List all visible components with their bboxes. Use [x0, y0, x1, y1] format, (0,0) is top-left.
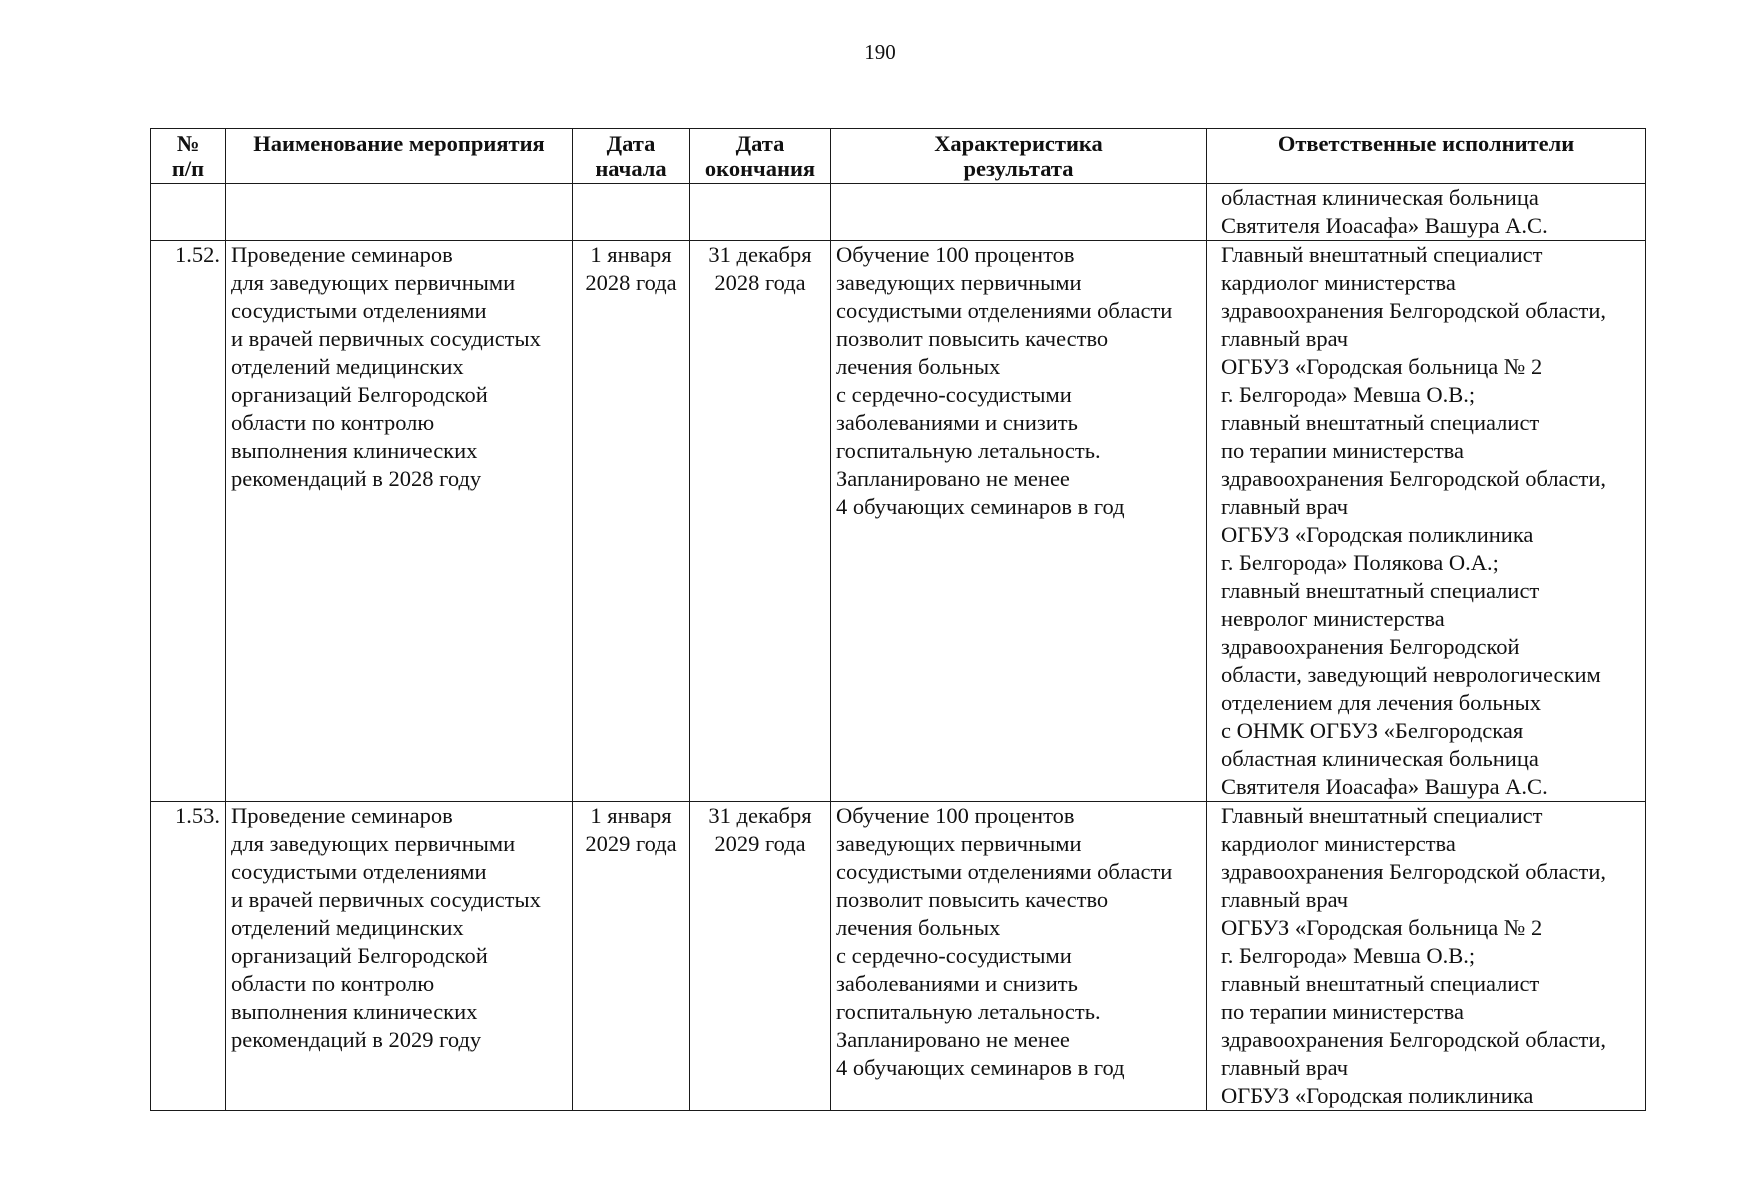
- cell-result: [831, 184, 1207, 241]
- table-row: [151, 184, 1646, 241]
- events-table: [150, 128, 1646, 1111]
- cell-end-date: [690, 184, 831, 241]
- cell-responsible: областная клиническая больница Святителя Иоасафа» Вашура А.С.: [1207, 184, 1646, 241]
- table-row: [151, 241, 1646, 802]
- cell-end-date: 31 декабря 2029 года: [690, 802, 831, 1111]
- table-header-row: [151, 129, 1646, 184]
- header-responsible: Ответственные исполнители: [1207, 129, 1646, 184]
- cell-start-date: [573, 184, 690, 241]
- cell-event-name: Проведение семинаров для заведующих первичными сосудистыми отделениями и врачей первичных сосудистых отделений медицинских организаций Белгородской области по контролю выполнения клинических рекомендаций в 2029 году: [226, 802, 573, 1111]
- cell-number: 1.53.: [151, 802, 226, 1111]
- header-number: № п/п: [151, 129, 226, 184]
- cell-responsible: Главный внештатный специалист кардиолог министерства здравоохранения Белгородской области, главный врач ОГБУЗ «Городская больница № 2 г. Белгорода» Мевша О.В.; главный внештатный специалист по терапии министерства здравоохранения Белгородской области, главный врач ОГБУЗ «Городская поликлиника г. Белгорода» Полякова О.А.; главный внештатный специалист невролог министерства здравоохранения Белгородской области, заведующий неврологическим отделением для лечения больных с ОНМК ОГБУЗ «Белгородская областная клиническая больница Святителя Иоасафа» Вашура А.С.: [1207, 241, 1646, 802]
- cell-start-date: 1 января 2029 года: [573, 802, 690, 1111]
- header-event-name: Наименование мероприятия: [226, 129, 573, 184]
- header-result: Характеристика результата: [831, 129, 1207, 184]
- cell-result: Обучение 100 процентов заведующих первичными сосудистыми отделениями области позволит повысить качество лечения больных с сердечно-сосудистыми заболеваниями и снизить госпитальную летальность. Запланировано не менее 4 обучающих семинаров в год: [831, 241, 1207, 802]
- cell-responsible: Главный внештатный специалист кардиолог министерства здравоохранения Белгородской области, главный врач ОГБУЗ «Городская больница № 2 г. Белгорода» Мевша О.В.; главный внештатный специалист по терапии министерства здравоохранения Белгородской области, главный врач ОГБУЗ «Городская поликлиника: [1207, 802, 1646, 1111]
- cell-event-name: Проведение семинаров для заведующих первичными сосудистыми отделениями и врачей первичных сосудистых отделений медицинских организаций Белгородской области по контролю выполнения клинических рекомендаций в 2028 году: [226, 241, 573, 802]
- cell-start-date: 1 января 2028 года: [573, 241, 690, 802]
- header-start-date: Дата начала: [573, 129, 690, 184]
- header-end-date: Дата окончания: [690, 129, 831, 184]
- cell-number: 1.52.: [151, 241, 226, 802]
- cell-result: Обучение 100 процентов заведующих первичными сосудистыми отделениями области позволит повысить качество лечения больных с сердечно-сосудистыми заболеваниями и снизить госпитальную летальность. Запланировано не менее 4 обучающих семинаров в год: [831, 802, 1207, 1111]
- cell-number: [151, 184, 226, 241]
- cell-end-date: 31 декабря 2028 года: [690, 241, 831, 802]
- cell-event-name: [226, 184, 573, 241]
- table-row: [151, 802, 1646, 1111]
- page-number: 190: [864, 40, 896, 64]
